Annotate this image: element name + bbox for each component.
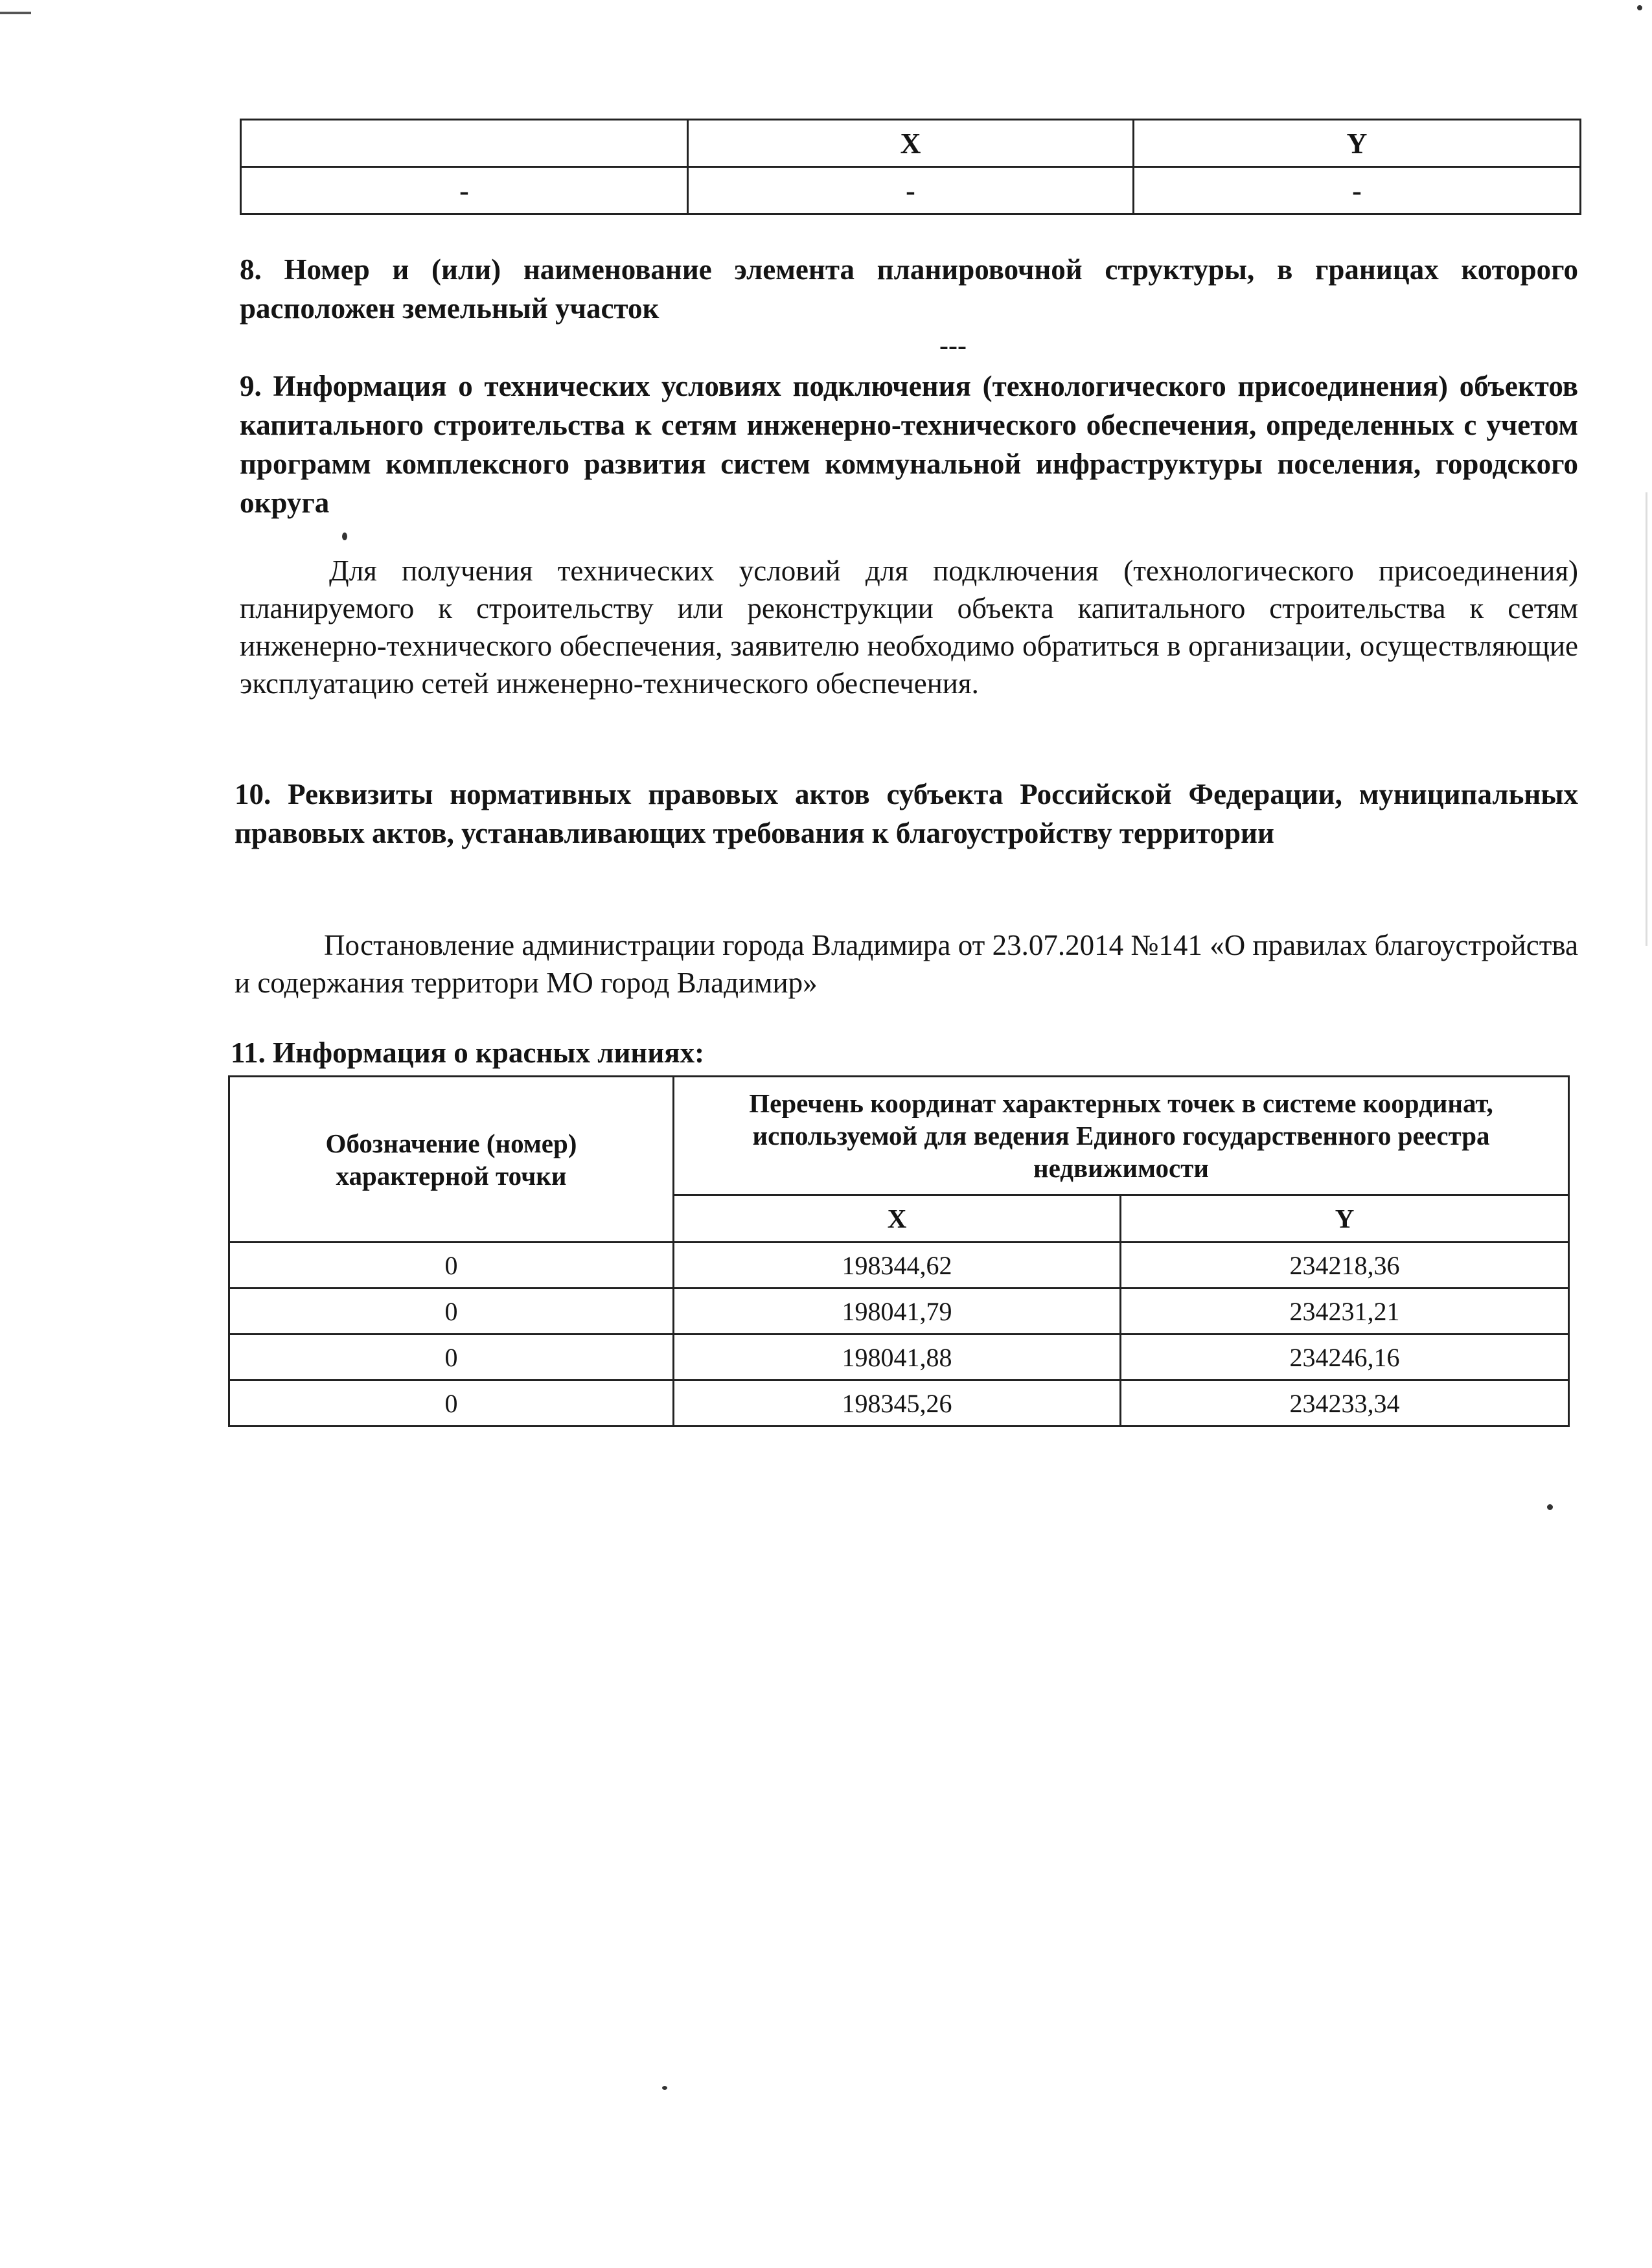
x-cell: 198345,26 [674, 1380, 1121, 1426]
x-cell: 198041,88 [674, 1334, 1121, 1380]
section-8-value: --- [939, 331, 967, 361]
y-cell: 234246,16 [1121, 1334, 1569, 1380]
table-header-row [241, 120, 1581, 167]
table-row [229, 1380, 1569, 1426]
section-9-heading: 9. Информация о технических условиях подключения (технологического присоединения) объектов капитального строительства к сетям инженерно-технического обеспечения, определенных с учетом программ комплексного развития систем коммунальной инфраструктуры поселения, городского округа [240, 370, 1578, 519]
section-10-heading: 10. Реквизиты нормативных правовых актов субъекта Российской Федерации, муниципальных правовых актов, устанавливающих требования к благоустройству территории [235, 778, 1578, 849]
header-cell-y: Y [1134, 120, 1581, 167]
table-cell: - [688, 167, 1134, 214]
table-row [229, 1289, 1569, 1334]
section-11-heading: 11. Информация о красных линиях: [231, 1037, 705, 1069]
header-cell-x: X [688, 120, 1134, 167]
header-y: Y [1121, 1195, 1569, 1243]
section-10-text: Постановление администрации города Владимира от 23.07.2014 №141 «О правилах благоустройства и содержания территори МО город Владимир» [235, 929, 1578, 999]
header-cell-empty [241, 120, 688, 167]
table-cell: - [241, 167, 688, 214]
header-x: X [674, 1195, 1121, 1243]
section-8-heading: 8. Номер и (или) наименование элемента планировочной структуры, в границах которого расположен земельный участок [240, 253, 1578, 325]
scan-artifact [0, 12, 31, 14]
point-cell: 0 [229, 1334, 674, 1380]
point-cell: 0 [229, 1380, 674, 1426]
section-9-text: Для получения технических условий для подключения (технологического присоединения) планируемого к строительству или реконструкции объекта капитального строительства к сетям инженерно-технического обеспечения, заявителю необходимо обратиться в организации, осуществляющие эксплуатацию сетей инженерно-технического обеспечения. [240, 555, 1578, 700]
header-point-designation: Обозначение (номер) характерной точки [229, 1077, 674, 1243]
table-row [229, 1334, 1569, 1380]
point-cell: 0 [229, 1243, 674, 1289]
scan-mark [1547, 1504, 1553, 1510]
y-cell: 234218,36 [1121, 1243, 1569, 1289]
scan-artifact [1646, 492, 1647, 946]
table-header-row [229, 1077, 1569, 1195]
scan-mark [342, 533, 347, 540]
y-cell: 234231,21 [1121, 1289, 1569, 1334]
point-cell: 0 [229, 1289, 674, 1334]
table-row [241, 167, 1581, 214]
table-cell: - [1134, 167, 1581, 214]
red-lines-table [228, 1075, 1570, 1427]
scan-mark [1637, 5, 1642, 10]
x-cell: 198344,62 [674, 1243, 1121, 1289]
table-row [229, 1243, 1569, 1289]
x-cell: 198041,79 [674, 1289, 1121, 1334]
scan-mark [662, 2086, 667, 2090]
y-cell: 234233,34 [1121, 1380, 1569, 1426]
header-coordinates-list: Перечень координат характерных точек в системе координат, используемой для ведения Единого государственного реестра недвижимости [674, 1077, 1569, 1195]
top-coordinates-table [240, 119, 1581, 215]
